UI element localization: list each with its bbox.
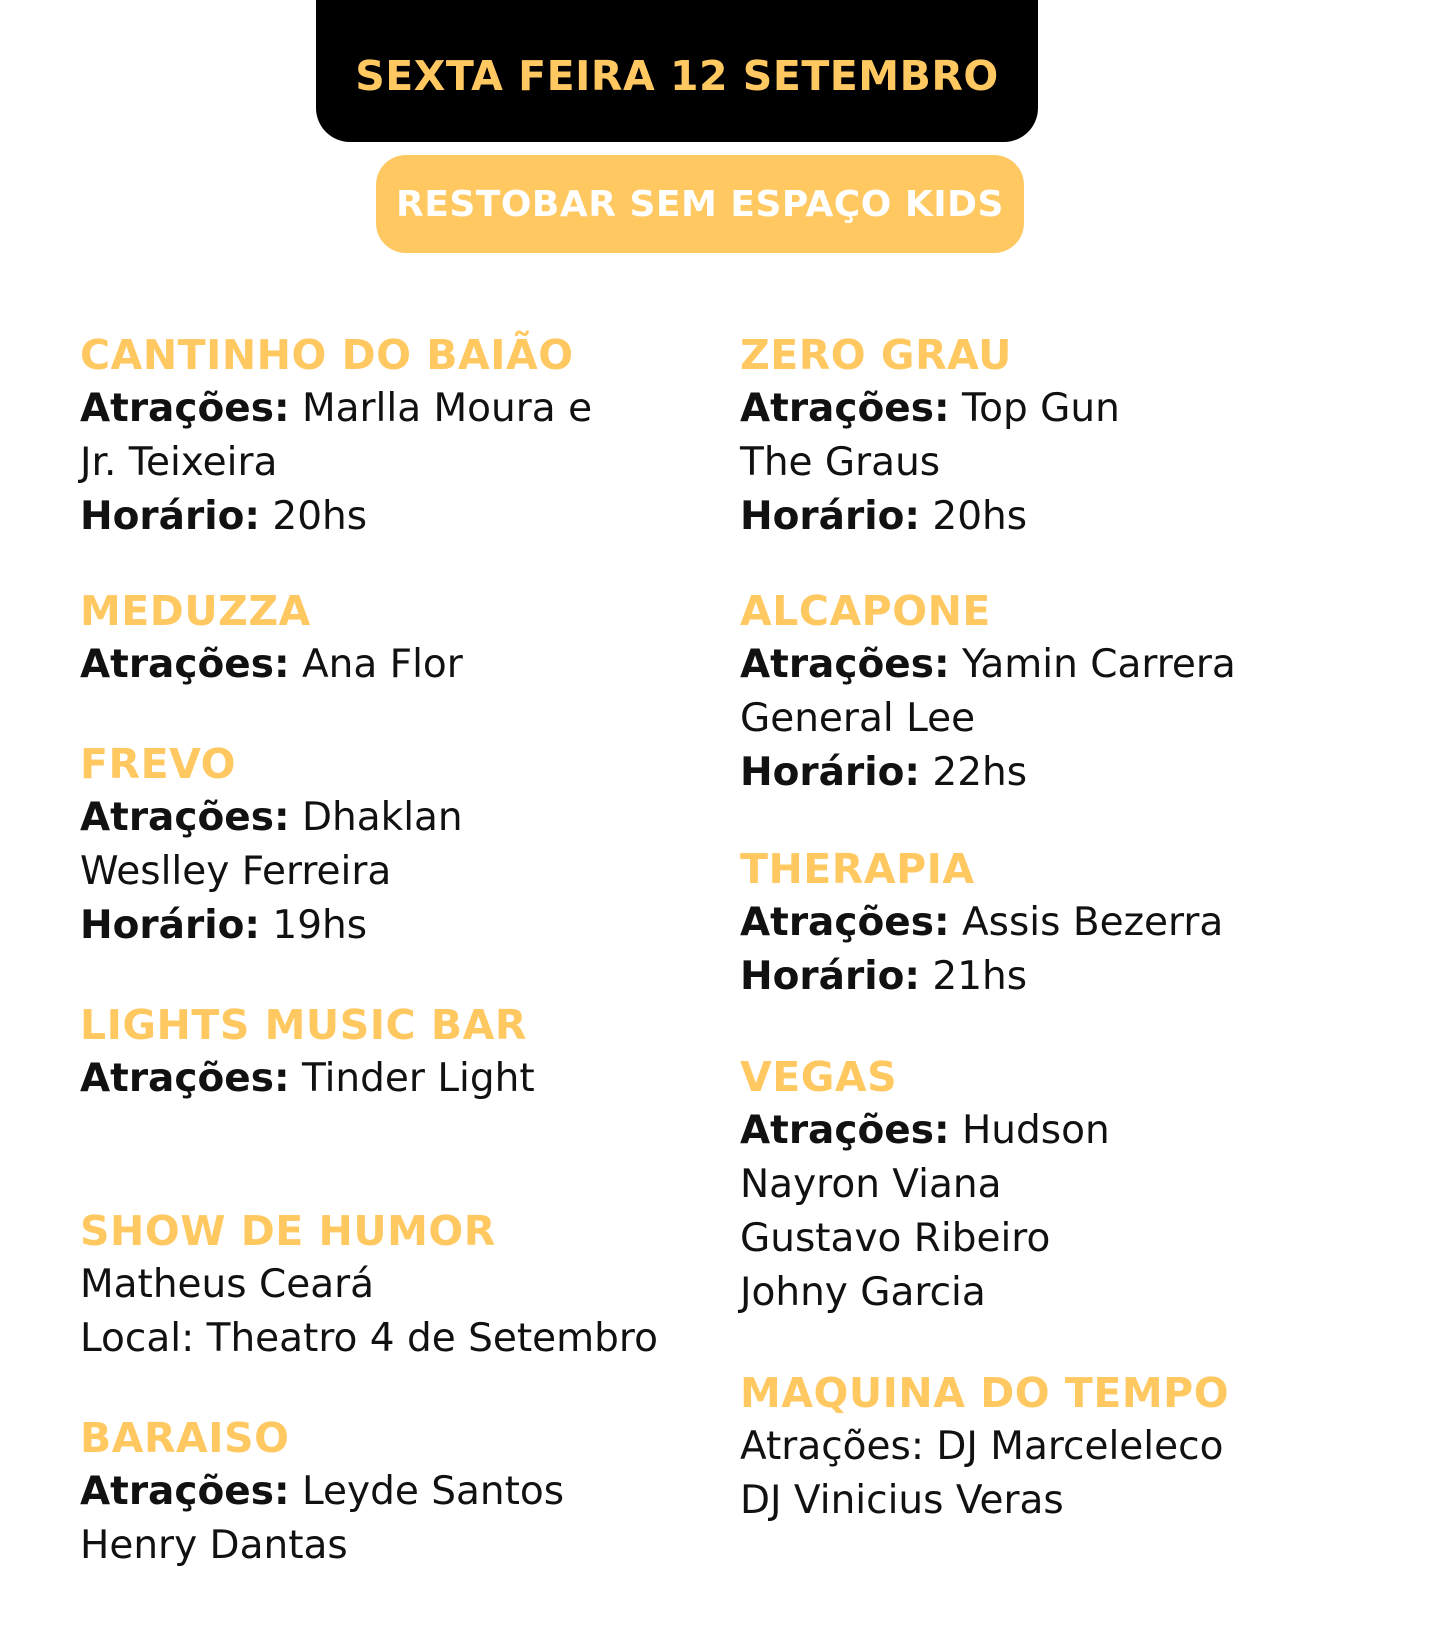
- atracoes-label: Atrações:: [80, 1469, 290, 1514]
- venue-title: LIGHTS MUSIC BAR: [80, 1001, 527, 1049]
- left-column: [80, 328, 720, 1573]
- venue-zero-grau: [740, 328, 1420, 544]
- attraction-text: Assis Bezerra: [949, 900, 1224, 945]
- venue-vegas: [740, 1050, 1420, 1320]
- venue-title: MAQUINA DO TEMPO: [740, 1369, 1230, 1417]
- attraction-text: Hudson: [949, 1108, 1110, 1153]
- date-title: SEXTA FEIRA 12 SETEMBRO: [355, 52, 999, 100]
- time-text: 20hs: [259, 494, 368, 539]
- attraction-text: Tinder Light: [289, 1056, 535, 1101]
- right-column: [740, 328, 1420, 1528]
- location-text: Local: Theatro 4 de Setembro: [80, 1316, 658, 1361]
- attraction-text: Ana Flor: [289, 642, 463, 687]
- attraction-text: Jr. Teixeira: [80, 440, 278, 485]
- venue-title: ALCAPONE: [740, 587, 991, 635]
- atracoes-label: Atrações:: [80, 795, 290, 840]
- attraction-text: Top Gun: [949, 386, 1120, 431]
- attraction-text: Gustavo Ribeiro: [740, 1216, 1051, 1261]
- venue-meduzza: [80, 584, 720, 692]
- venue-alcapone: [740, 584, 1420, 800]
- attraction-text: Yamin Carrera: [949, 642, 1236, 687]
- time-text: 19hs: [259, 903, 368, 948]
- attraction-text: Dhaklan: [289, 795, 463, 840]
- horario-label: Horário:: [740, 494, 920, 539]
- venue-title: THERAPIA: [740, 845, 975, 893]
- venue-title: ZERO GRAU: [740, 331, 1012, 379]
- venue-title: MEDUZZA: [80, 587, 311, 635]
- venue-baraiso: [80, 1411, 720, 1573]
- atracoes-label: Atrações:: [80, 1056, 290, 1101]
- restobar-badge: [376, 155, 1024, 253]
- attraction-text: Henry Dantas: [80, 1523, 348, 1568]
- restobar-label: RESTOBAR SEM ESPAÇO KIDS: [396, 183, 1004, 225]
- attraction-text: The Graus: [740, 440, 941, 485]
- attraction-text: Johny Garcia: [740, 1270, 986, 1315]
- atracoes-label: Atrações:: [80, 642, 290, 687]
- attraction-text: Marlla Moura e: [289, 386, 593, 431]
- venue-frevo: [80, 737, 720, 953]
- attraction-text: DJ Vinicius Veras: [740, 1478, 1064, 1523]
- atracoes-label: Atrações:: [740, 642, 950, 687]
- time-text: 20hs: [919, 494, 1028, 539]
- attraction-text: Weslley Ferreira: [80, 849, 392, 894]
- attraction-text: Leyde Santos: [289, 1469, 565, 1514]
- attraction-text: Matheus Ceará: [80, 1262, 375, 1307]
- attraction-text: Nayron Viana: [740, 1162, 1002, 1207]
- date-banner: [316, 0, 1038, 142]
- venue-show-de-humor: [80, 1204, 720, 1366]
- horario-label: Horário:: [80, 494, 260, 539]
- venue-title: BARAISO: [80, 1414, 290, 1462]
- venue-lights-music-bar: [80, 998, 720, 1106]
- venue-title: FREVO: [80, 740, 236, 788]
- venue-maquina-do-tempo: [740, 1366, 1420, 1528]
- venue-cantinho-do-baiao: [80, 328, 720, 544]
- attraction-text: General Lee: [740, 696, 976, 741]
- time-text: 21hs: [919, 954, 1028, 999]
- venue-title: VEGAS: [740, 1053, 898, 1101]
- horario-label: Horário:: [80, 903, 260, 948]
- venue-title: SHOW DE HUMOR: [80, 1207, 496, 1255]
- atracoes-label: Atrações:: [740, 1108, 950, 1153]
- atracoes-label: Atrações:: [740, 900, 950, 945]
- horario-label: Horário:: [740, 750, 920, 795]
- horario-label: Horário:: [740, 954, 920, 999]
- time-text: 22hs: [919, 750, 1028, 795]
- atracoes-label: Atrações:: [80, 386, 290, 431]
- venue-therapia: [740, 842, 1420, 1004]
- atracoes-label: Atrações:: [740, 386, 950, 431]
- attraction-text: Atrações: DJ Marceleleco: [740, 1424, 1224, 1469]
- venue-title: CANTINHO DO BAIÃO: [80, 331, 574, 379]
